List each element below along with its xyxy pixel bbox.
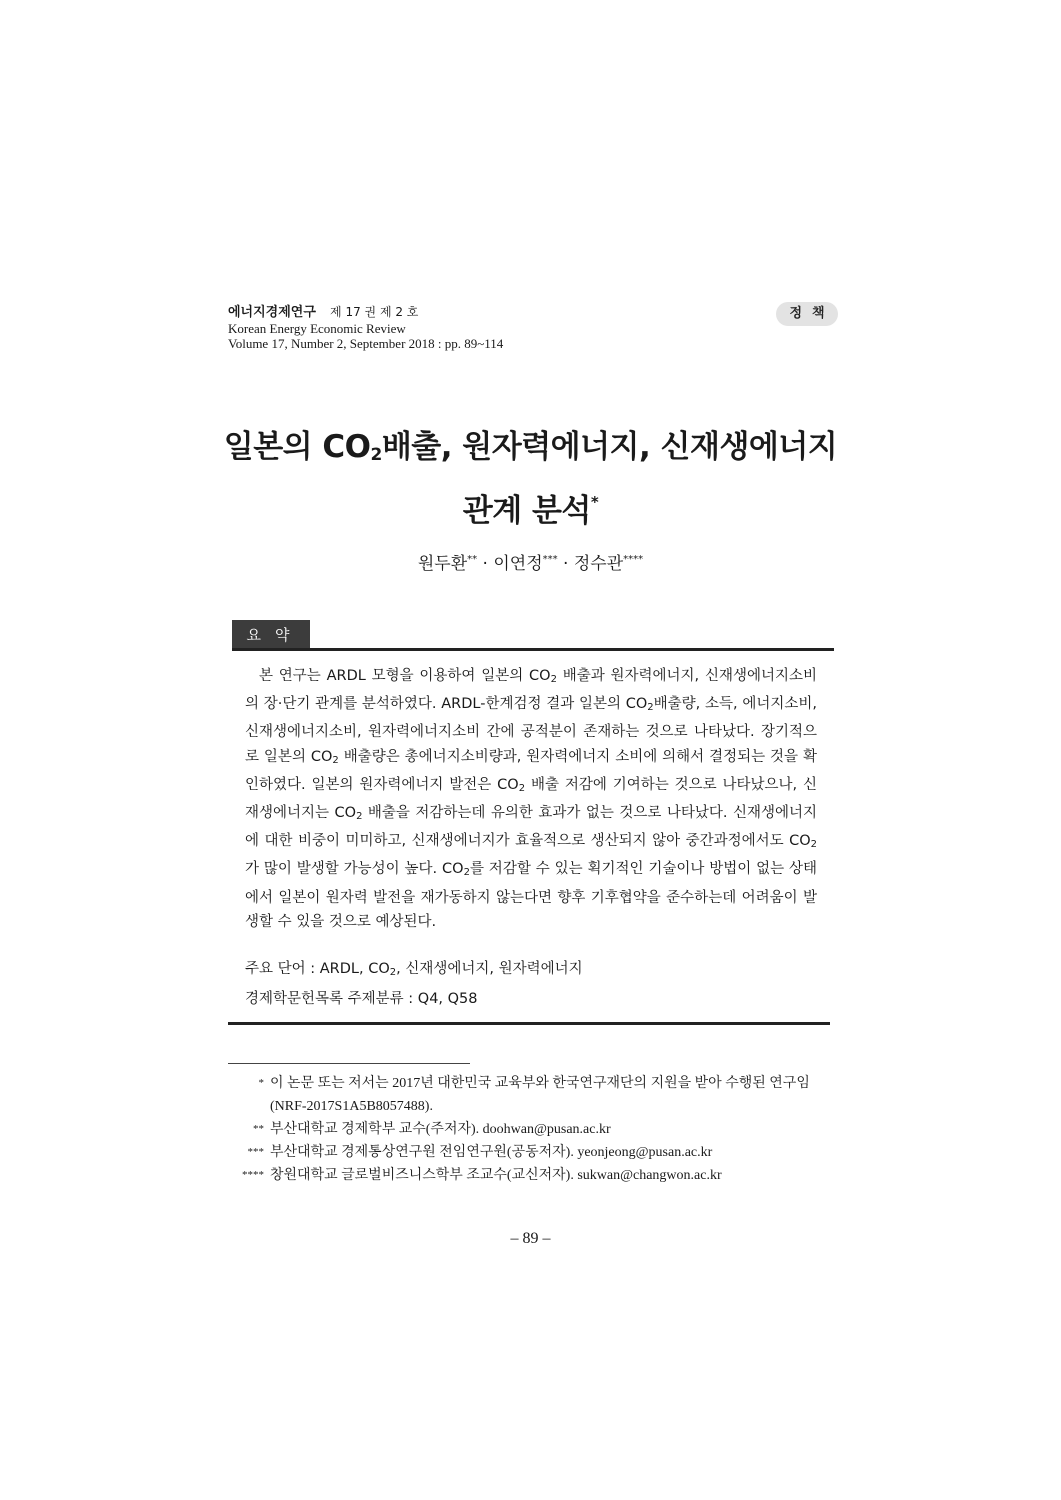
author-separator: · bbox=[563, 554, 569, 574]
keywords-line: 주요 단어 : ARDL, $CO_2$, 신재생에너지, 원자력에너지 bbox=[245, 961, 583, 978]
journal-header bbox=[228, 304, 503, 351]
title-line-1: 일본의 $CO_2$배출, 원자력에너지, 신재생에너지 bbox=[223, 429, 838, 465]
journal-volume-en: Volume 17, Number 2, September 2018 : pp. 89~114 bbox=[228, 336, 504, 351]
footnote-mark: *** bbox=[247, 1146, 264, 1158]
author-name: 이연정 bbox=[493, 554, 543, 574]
journal-line-kr bbox=[228, 304, 503, 321]
footnote-mark: * bbox=[258, 1077, 264, 1089]
author-mark: ** bbox=[467, 554, 478, 565]
footnote bbox=[228, 1141, 838, 1164]
footnotes bbox=[228, 1072, 838, 1187]
footnote-mark: **** bbox=[242, 1169, 264, 1181]
footnote-text: 이 논문 또는 저서는 2017년 대한민국 교육부와 한국연구재단의 지원을 받아 수행된 연구임 (NRF-2017S1A5B8057488). bbox=[270, 1076, 810, 1114]
journal-name-kr: 에너지경제연구 bbox=[228, 305, 316, 320]
footnote-mark: ** bbox=[253, 1123, 264, 1135]
author-mark: **** bbox=[623, 554, 644, 565]
abstract-bottom-rule bbox=[228, 1022, 830, 1025]
paper-title bbox=[0, 424, 1061, 535]
footnote-text: 부산대학교 경제통상연구원 전임연구원(공동저자). yeonjeong@pusan.ac.kr bbox=[270, 1145, 713, 1160]
footnote-text: 창원대학교 글로벌비즈니스학부 조교수(교신저자). sukwan@changwon.ac.kr bbox=[270, 1168, 722, 1183]
footnote bbox=[228, 1118, 838, 1141]
title-footnote-mark: * bbox=[590, 493, 599, 511]
abstract-heading: 요약 bbox=[232, 620, 310, 650]
author-list bbox=[0, 548, 1061, 576]
title-line-2: 관계 분석* bbox=[462, 493, 599, 529]
footnote-text: 부산대학교 경제학부 교수(주저자). doohwan@pusan.ac.kr bbox=[270, 1122, 611, 1137]
journal-volume-kr: 제 17 권 제 2 호 bbox=[330, 305, 419, 319]
author-name: 원두환 bbox=[417, 554, 468, 574]
keywords-block bbox=[245, 956, 817, 1012]
author-separator: · bbox=[482, 554, 488, 574]
jel-classification: 경제학문헌목록 주제분류 : Q4, Q58 bbox=[245, 991, 478, 1007]
footnote bbox=[228, 1164, 838, 1187]
footnote bbox=[228, 1072, 838, 1118]
abstract-top-rule bbox=[232, 648, 834, 651]
footnote-rule bbox=[228, 1063, 470, 1064]
journal-name-en: Korean Energy Economic Review bbox=[228, 321, 406, 336]
category-badge: 정책 bbox=[776, 302, 838, 326]
author-name: 정수관 bbox=[573, 554, 624, 574]
author-mark: *** bbox=[542, 554, 558, 565]
page-number: – 89 – bbox=[510, 1230, 551, 1247]
abstract-body: 본 연구는 ARDL 모형을 이용하여 일본의 $CO_2$ 배출과 원자력에너지, 신재생에너지소비의 장·단기 관계를 분석하였다. ARDL-한계검정 결과 일본의 $CO_2$배출량, 소득, 에너지소비, 신재생에너지소비, 원자력에너지소비 간에 공적분이 존재하는 것으로 나타났다. 장기적으로 일본의 $CO_2$ 배출량은 총에너지소비량과, 원자력에너지 소비에 의해서 결정되는 것을 확인하였다. 일본의 원자력에너지 발전은 $CO_2$ 배출 저감에 기여하는 것으로 나타났으나, 신재생에너지는 $CO_2$ 배출을 저감하는데 유의한 효과가 없는 것으로 나타났다. 신재생에너지에 대한 비중이 미미하고, 신재생에너지가 효율적으로 생산되지 않아 중간과정에서도 $CO_2$가 많이 발생할 가능성이 높다. $CO_2$를 저감할 수 있는 획기적인 기술이나 방법이 없는 상태에서 일본이 원자력 발전을 재가동하지 않는다면 향후 기후협약을 준수하는데 어려움이 발생할 수 있을 것으로 예상된다. bbox=[245, 668, 818, 930]
